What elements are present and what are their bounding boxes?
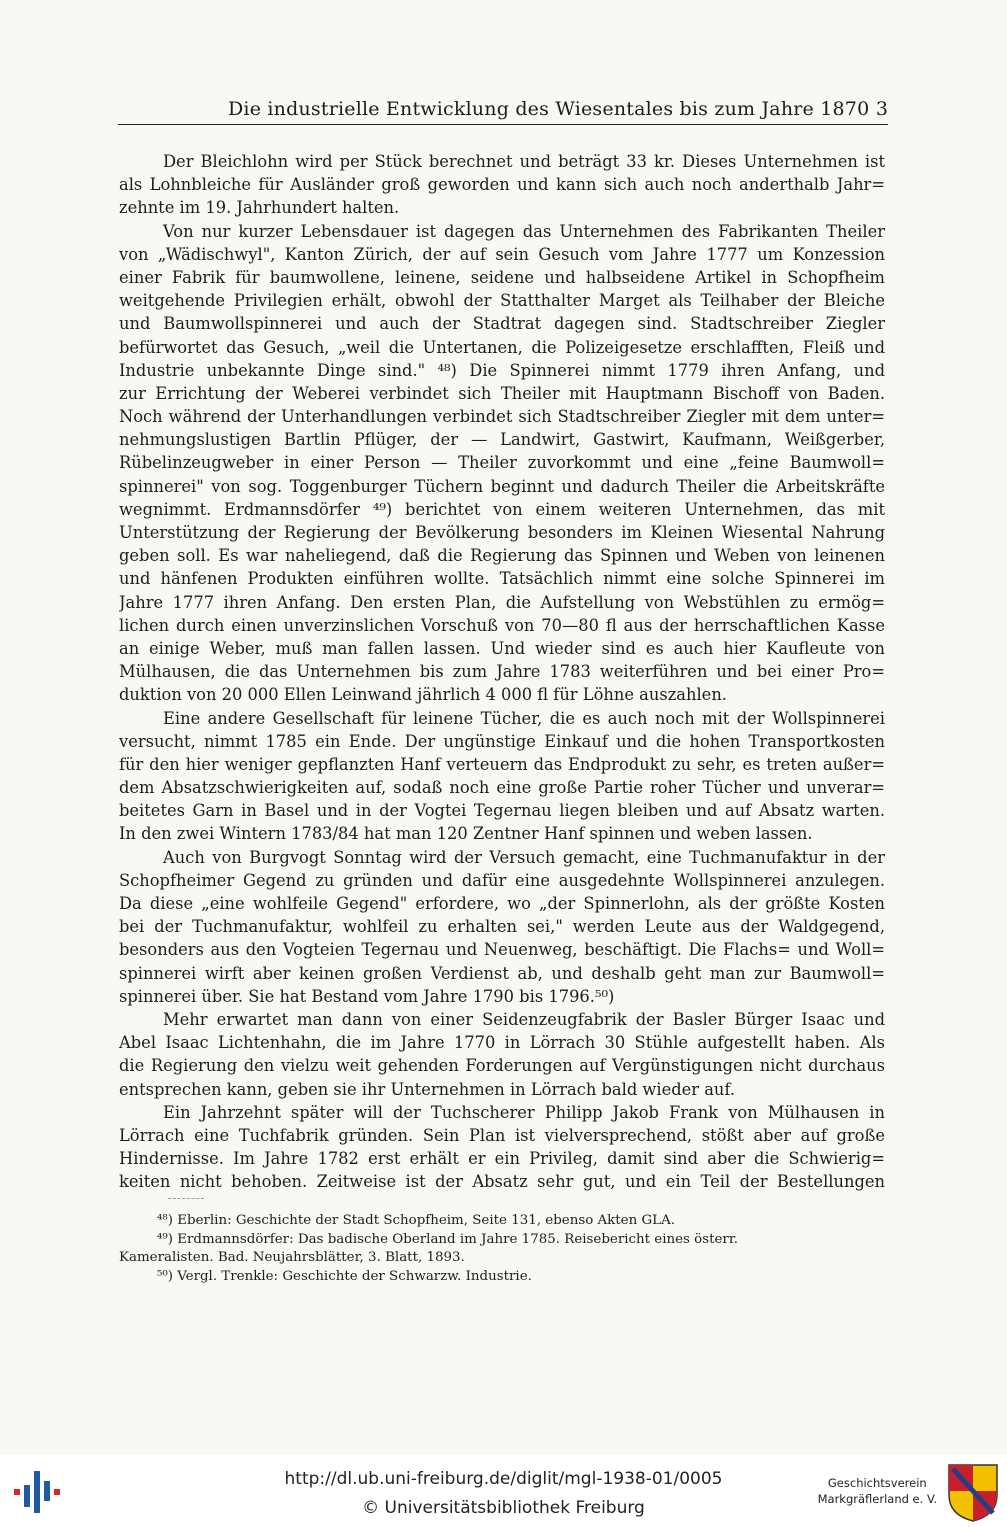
text-line: Noch während der Unterhandlungen verbindet sich Stadtschreiber Ziegler mit dem unter= <box>119 407 885 427</box>
text-line: Hindernisse. Im Jahre 1782 erst erhält er ein Privileg, damit sind aber die Schwierig= <box>119 1149 885 1169</box>
text-line: Auch von Burgvogt Sonntag wird der Versuch gemacht, eine Tuchmanufaktur in der <box>163 847 885 867</box>
viewer-footer <box>0 1455 1007 1527</box>
text-line: Schopfheimer Gegend zu gründen und dafür eine ausgedehnte Wollspinnerei anzulegen. <box>119 870 885 890</box>
text-line: bei der Tuchmanufaktur, wohlfeil zu erhalten sei," werden Leute aus der Waldgegend, <box>119 917 885 937</box>
text-line: Mehr erwartet man dann von einer Seidenzeugfabrik der Basler Bürger Isaac und <box>163 1009 885 1029</box>
text-line: Da diese „eine wohlfeile Gegend" erfordere, wo „der Spinnerlohn, als der größte Kosten <box>119 894 885 913</box>
text-line: für den hier weniger gepflanzten Hanf verteuern das Endprodukt zu sehr, es treten außer= <box>119 754 885 774</box>
text-line: versucht, nimmt 1785 ein Ende. Der ungünstige Einkauf und die hohen Transportkosten <box>119 731 885 751</box>
text-line: an einige Weber, muß man fallen lassen. Und wieder sind es auch hier Kaufleute von <box>119 638 885 658</box>
text-line: spinnerei über. Sie hat Bestand vom Jahre 1790 bis 1796.⁵⁰) <box>119 986 615 1006</box>
text-line: Lörrach eine Tuchfabrik gründen. Sein Plan ist vielversprechend, stößt aber auf große <box>119 1125 885 1145</box>
text-line: von „Wädischwyl", Kanton Zürich, der auf sein Gesuch vom Jahre 1777 um Konzession <box>119 244 885 264</box>
footnote-line: ⁴⁹) Erdmannsdörfer: Das badische Oberland im Jahre 1785. Reisebericht eines österr. <box>157 1231 739 1247</box>
text-line: die Regierung den vielzu weit gehenden Forderungen auf Vergünstigungen nicht durchaus <box>119 1056 885 1076</box>
text-line: dem Absatzschwierigkeiten auf, sodaß noch eine große Partie roher Tücher und unverar= <box>119 778 885 798</box>
text-line: wegnimmt. Erdmannsdörfer ⁴⁹) berichtet von einem weiteren Unternehmen, das mit <box>119 499 885 519</box>
text-line: lichen durch einen unverzinslichen Vorschuß von 70—80 fl aus der herrschaftlichen Kasse <box>119 615 885 635</box>
text-line: befürwortet das Gesuch, „weil die Untertanen, die Polizeigesetze erschlafften, Fleiß und <box>119 337 885 357</box>
text-line: beitetes Garn in Basel und in der Vogtei Tegernau liegen bleiben und auf Absatz warten. <box>119 801 885 821</box>
text-line: entsprechen kann, geben sie ihr Unternehmen in Lörrach bald wieder auf. <box>119 1079 736 1099</box>
permalink-url[interactable]: http://dl.ub.uni-freiburg.de/diglit/mgl-1938-01/0005 <box>284 1469 723 1489</box>
text-line: Der Bleichlohn wird per Stück berechnet und beträgt 33 kr. Dieses Unternehmen ist <box>163 152 885 171</box>
body-text <box>119 150 885 1193</box>
text-line: spinnerei" von sog. Toggenburger Tüchern beginnt und dadurch Theiler die Arbeitskräfte <box>119 476 885 496</box>
text-line: In den zwei Wintern 1783/84 hat man 120 Zentner Hanf spinnen und weben lassen. <box>119 824 813 844</box>
text-line: und Baumwollspinnerei und auch der Stadtrat dagegen sind. Stadtschreiber Ziegler <box>119 314 885 334</box>
text-line: Unterstützung der Regierung der Bevölkerung besonders im Kleinen Wiesental Nahrung <box>119 523 885 542</box>
footnotes <box>119 1212 885 1286</box>
text-line: Von nur kurzer Lebensdauer ist dagegen das Unternehmen des Fabrikanten Theiler <box>163 221 885 241</box>
text-line: spinnerei wirft aber keinen großen Verdienst ab, und deshalb geht man zur Baumwoll= <box>119 963 885 983</box>
footnote-line: ⁵⁰) Vergl. Trenkle: Geschichte der Schwarzw. Industrie. <box>157 1268 532 1284</box>
text-line: Eine andere Gesellschaft für leinene Tücher, die es auch noch mit der Wollspinnerei <box>163 708 885 728</box>
text-line: zur Errichtung der Weberei verbindet sich Theiler mit Hauptmann Bischoff von Baden. <box>119 383 885 403</box>
running-title: Die industrielle Entwicklung des Wiesentales bis zum Jahre 1870 <box>228 98 870 120</box>
page-number: 3 <box>875 98 888 120</box>
footnote-line: ⁴⁸) Eberlin: Geschichte der Stadt Schopfheim, Seite 131, ebenso Akten GLA. <box>157 1213 675 1228</box>
text-line: Ein Jahrzehnt später will der Tuchscherer Philipp Jakob Frank von Mülhausen in <box>163 1102 885 1122</box>
text-line: Jahre 1777 ihren Anfang. Den ersten Plan, die Aufstellung von Webstühlen zu ermög= <box>119 592 885 612</box>
footnote-line: Kameralisten. Bad. Neujahrsblätter, 3. Blatt, 1893. <box>119 1250 465 1265</box>
text-line: einer Fabrik für baumwollene, leinene, seidene und halbseidene Artikel in Schopfheim <box>119 267 885 287</box>
footnote-divider <box>168 1198 204 1199</box>
copyright-text: © Universitätsbibliothek Freiburg <box>362 1498 645 1518</box>
text-line: als Lohnbleiche für Ausländer groß geworden und kann sich auch noch anderthalb Jahr= <box>119 175 885 195</box>
coat-of-arms-icon <box>945 1461 1001 1523</box>
text-line: Industrie unbekannte Dinge sind." ⁴⁸) Die Spinnerei nimmt 1779 ihren Anfang, und <box>119 360 885 380</box>
text-line: nehmungslustigen Bartlin Pflüger, der — Landwirt, Gastwirt, Kaufmann, Weißgerber, <box>119 430 885 450</box>
text-line: besonders aus den Vogteien Tegernau und Neuenweg, beschäftigt. Die Flachs= und Woll= <box>119 940 885 960</box>
society-name <box>818 1475 937 1507</box>
text-line: Mülhausen, die das Unternehmen bis zum Jahre 1783 weiterführen und bei einer Pro= <box>119 662 885 682</box>
text-line: keiten nicht behoben. Zeitweise ist der Absatz sehr gut, und ein Teil der Bestellungen <box>119 1172 885 1192</box>
text-line: Rübelinzeugweber in einer Person — Theiler zuvorkommt und eine „feine Baumwoll= <box>119 453 885 473</box>
society-line-2: Markgräflerland e. V. <box>817 1492 937 1506</box>
running-header <box>118 96 888 125</box>
society-line-1: Geschichtsverein <box>827 1476 927 1490</box>
text-line: duktion von 20 000 Ellen Leinwand jährlich 4 000 fl für Löhne auszahlen. <box>119 685 727 705</box>
text-line: weitgehende Privilegien erhält, obwohl der Statthalter Marget als Teilhaber der Bleiche <box>119 291 885 311</box>
text-line: und hänfenen Produkten einführen wollte. Tatsächlich nimmt eine solche Spinnerei im <box>119 569 885 589</box>
text-line: zehnte im 19. Jahrhundert halten. <box>119 198 400 218</box>
text-line: Abel Isaac Lichtenhahn, die im Jahre 1770 in Lörrach 30 Stühle aufgestellt haben. Als <box>119 1033 885 1053</box>
text-line: geben soll. Es war naheliegend, daß die Regierung das Spinnen und Weben von leinenen <box>119 546 885 566</box>
